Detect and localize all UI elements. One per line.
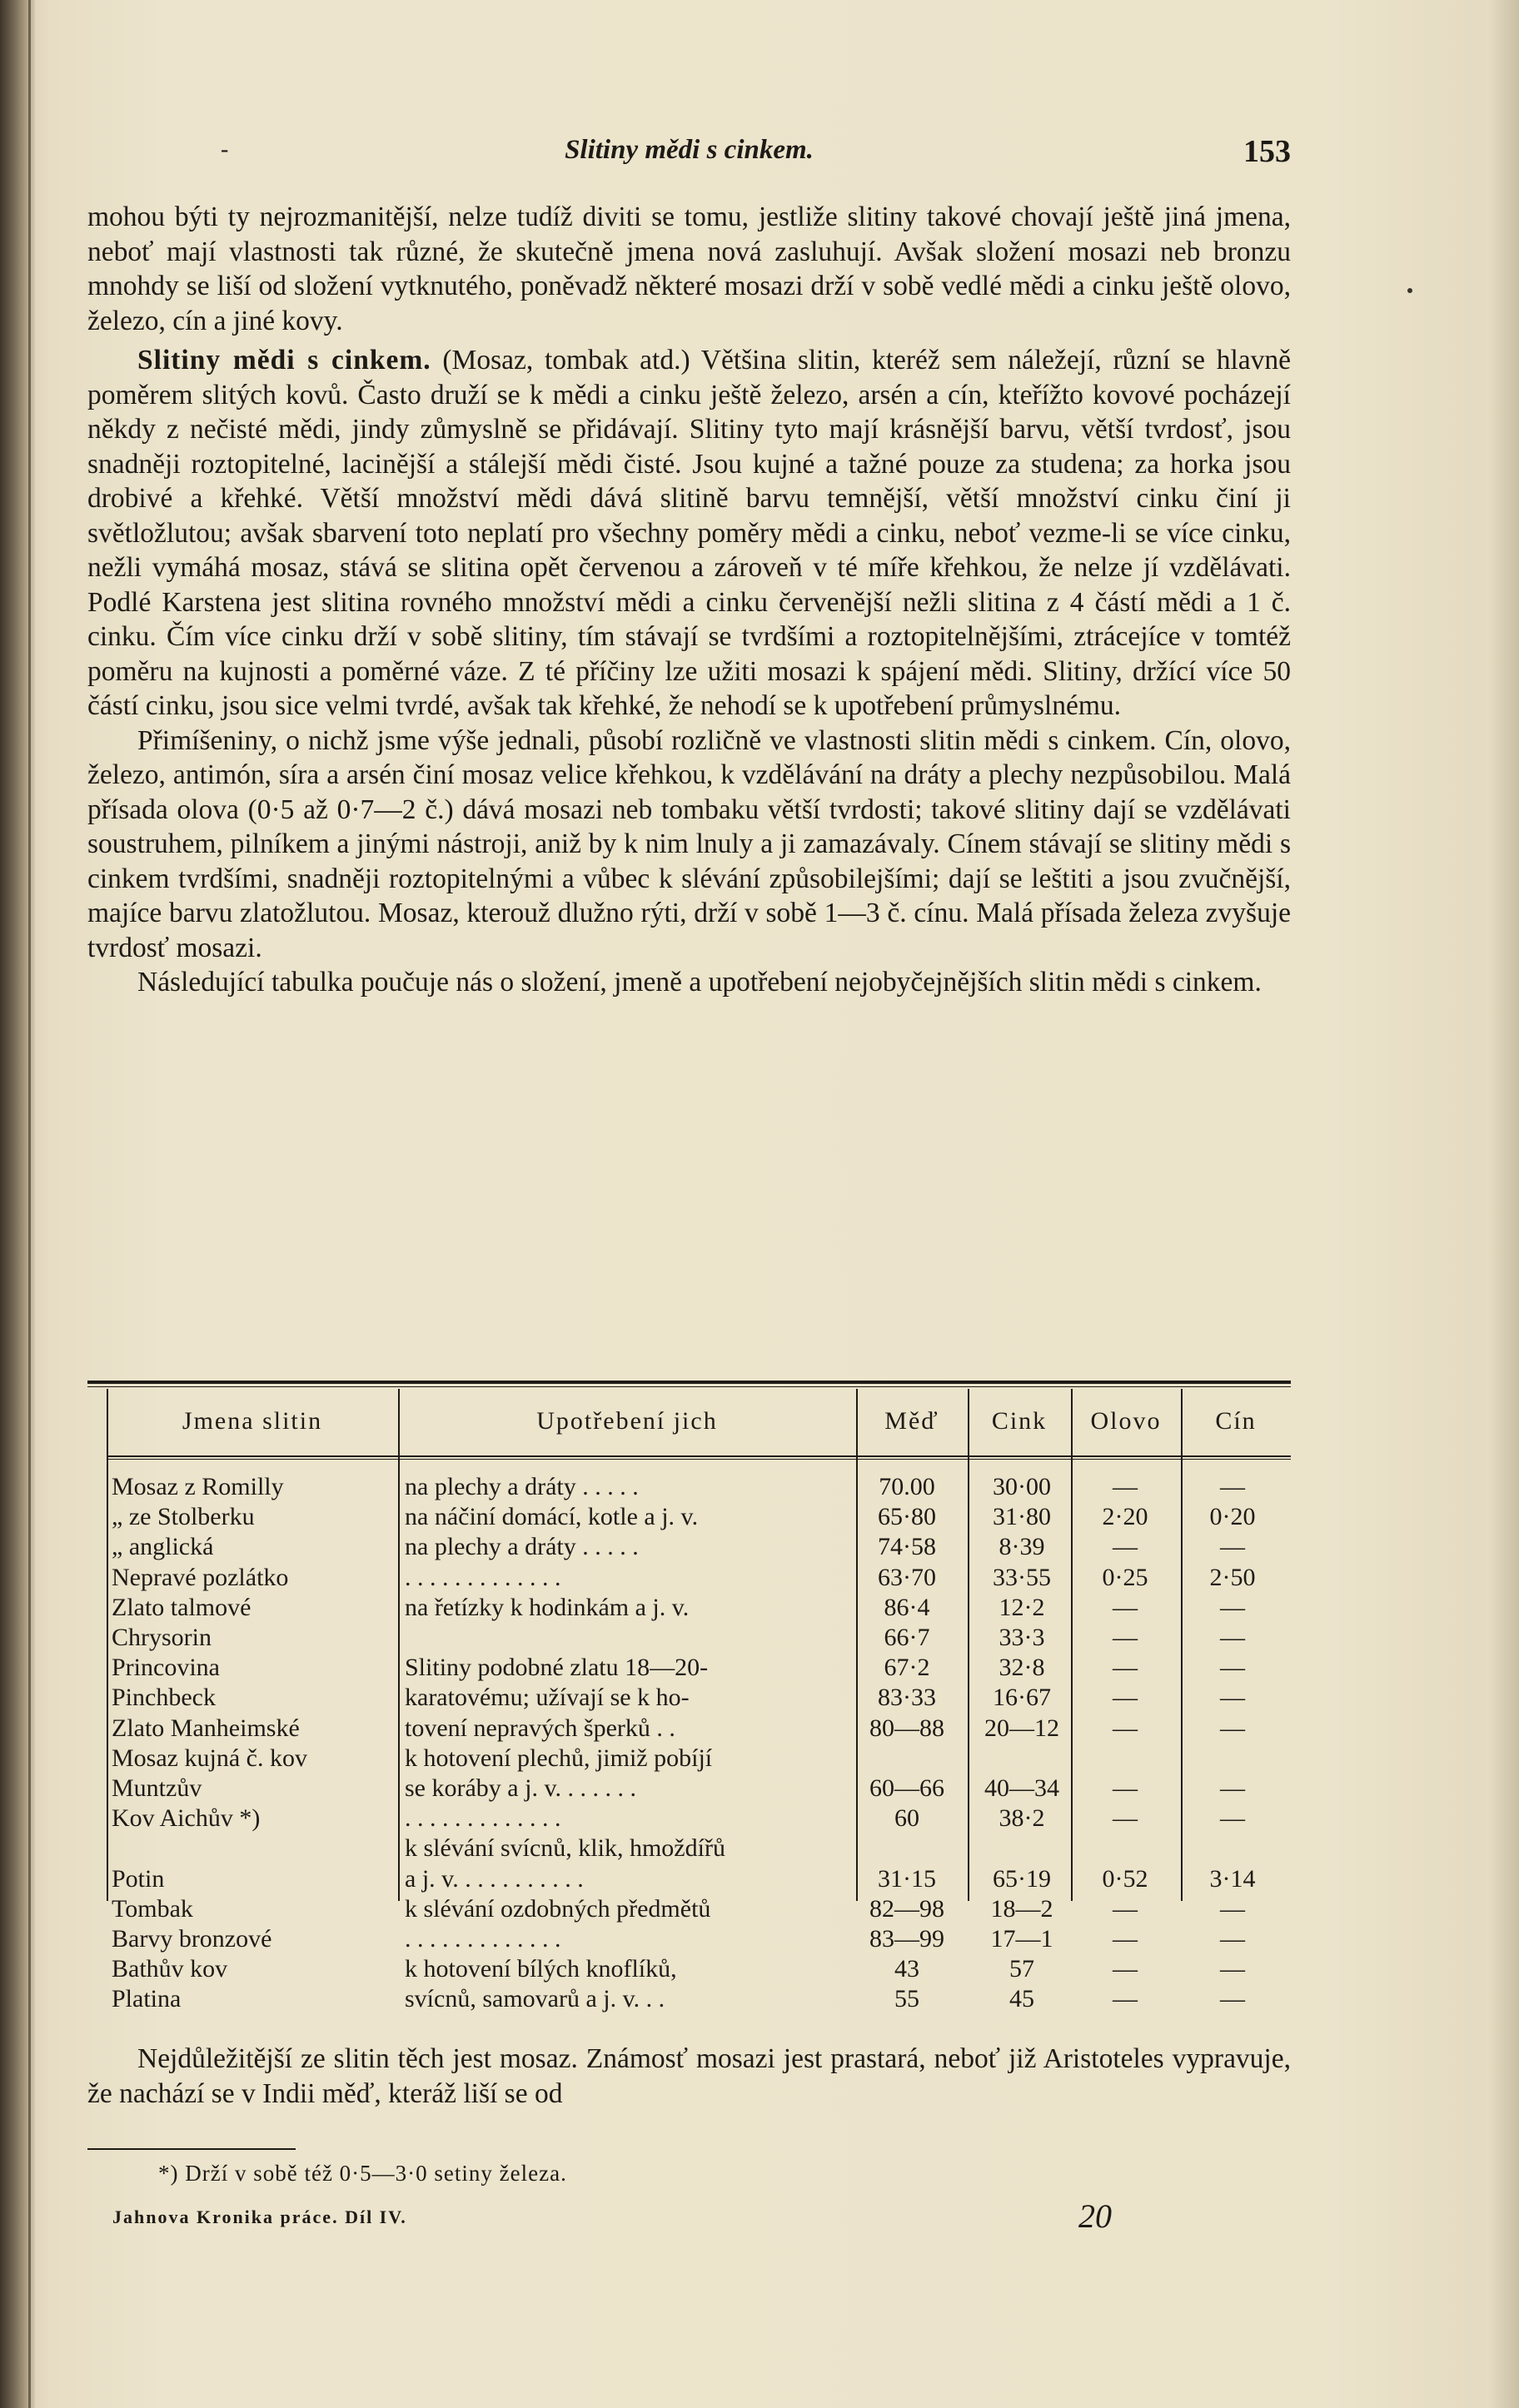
header-olovo: Olovo — [1090, 1407, 1162, 1435]
lead-value: 2·20 — [1102, 1503, 1148, 1531]
zinc-value: 45 — [1009, 1985, 1034, 2013]
bottom-text — [87, 2042, 1291, 2111]
alloy-use: . . . . . . . . . . . . . — [405, 1804, 561, 1833]
table-row — [107, 1623, 1291, 1653]
page-header — [87, 133, 1291, 175]
tin-value: 0·20 — [1209, 1503, 1256, 1531]
table-row — [107, 1714, 1291, 1744]
alloy-name: Zlato Manheimské — [112, 1714, 300, 1742]
footnote-rule — [87, 2148, 296, 2150]
alloy-name: „ anglická — [112, 1533, 214, 1561]
alloy-name: Chrysorin — [112, 1624, 212, 1651]
lead-value: — — [1113, 1955, 1138, 1983]
copper-value: 65·80 — [878, 1503, 936, 1531]
lead-value: — — [1113, 1654, 1138, 1682]
copper-value: 70.00 — [879, 1473, 935, 1500]
paragraph-additives: Přimíšeniny, o nichž jsme výše jednali, působí rozličně ve vlastnosti slitin mědi s cinkem. Cín, olovo, železo, antimón, síra a arsén činí mosaz velice křehkou, k vzdělávání na dráty a plechy nezpůsobilou. Malá přísada olova (0·5 až 0·7—2 č.) dává mosazi neb tombaku větší tvrdosti; takové slitiny dají se vzdělávati soustruhem, pilníkem a jinými nástroji, aniž by k nim lnuly a ji zamazávaly. Cínem stávají se slitiny mědi s cinkem tvrdšími, snadněji roztopitelnými a vůbec k slévání způsobilejšími; dají se leštiti a jsou zvučnější, majíce barvu zlatožlutou. Mosaz, kterouž dlužno rýti, drží v sobě 1—3 č. cínu. Malá přísada železa zvyšuje tvrdosť mosazi. — [87, 724, 1291, 963]
lead-value: — — [1113, 1714, 1138, 1742]
alloy-name: Potin — [112, 1864, 165, 1893]
section-text: (Mosaz, tombak atd.) Většina slitin, kteréž sem náležejí, různí se hlavně poměrem slitých kovů. Často druží se k mědi a cinku ještě železo, arsén a cín, kteřížto kovové pocházejí někdy z nečisté mědi, jindy zůmyslně se přidávají. Slitiny tyto mají krásnější barvu, větší tvrdosť, jsou snadněji roztopitelné, lacinější a stálejší mědi čisté. Jsou kujné a tažné pouze za studena; za horka jsou drobivé a křehké. Větší množství mědi dává slitině barvu temnější, větší množství cinku činí ji světložlutou; avšak sbarvení toto neplatí pro všechny poměry mědi a cinku, neboť vezme-li se více cinku, nežli vymáhá mosaz, stává se slitina opět červenou a zároveň v té míře křehkou, že nelze jí vzdělávati. Podlé Karstena jest slitina rovného množství mědi a cinku červenější nežli slitina z 4 částí mědi a 1 č. cinku. Čím více cinku drží v sobě slitiny, tím stávají se tvrdšími a roztopitelnějšími, ztrácejíce v tomtéž poměru na kujnosti a poměrné váze. Z té příčiny lze užiti mosazi k spájení mědi. Slitiny, držící více 50 částí cinku, jsou sice velmi tvrdé, avšak tak křehké, že nehodí se k upotřebení průmyslnému. — [87, 345, 1291, 721]
zinc-value: 65·19 — [993, 1864, 1051, 1893]
zinc-value: 33·3 — [999, 1624, 1045, 1651]
footnote: *) Drží v sobě též 0·5—3·0 setiny železa. — [158, 2161, 567, 2186]
zinc-value: 20—12 — [984, 1714, 1059, 1742]
header-med: Měď — [884, 1407, 939, 1435]
lead-value: 0·52 — [1102, 1864, 1148, 1893]
alloy-use: k slévání ozdobných předmětů — [405, 1894, 711, 1923]
lead-value: — — [1113, 1774, 1138, 1802]
paragraph-table-intro: Následující tabulka poučuje nás o složení, jmeně a upotřebení nejobyčejnějších slitin mědi s cinkem. — [137, 967, 1262, 998]
table-row — [107, 1563, 1291, 1593]
copper-value: 43 — [894, 1955, 919, 1983]
alloy-use: . . . . . . . . . . . . . — [405, 1925, 561, 1953]
header-mark: - — [221, 137, 229, 162]
copper-value: 83·33 — [878, 1684, 936, 1712]
zinc-value: 57 — [1009, 1955, 1034, 1983]
zinc-value: 38·2 — [999, 1804, 1045, 1833]
lead-value: — — [1113, 1533, 1138, 1561]
alloy-table — [107, 1389, 1291, 2013]
tin-value: — — [1220, 1533, 1245, 1561]
paragraph-opening: mohou býti ty nejrozmanitější, nelze tudíž diviti se tomu, jestliže slitiny takové chovají ještě jiná jmena, neboť mají vlastnosti tak různé, že skutečně jmena nová zasluhují. Avšak složení mosazi neb bronzu mnohdy se liší od složení vytknutého, poněvadž některé mosazi drží v sobě vedlé mědi a cinku ještě olovo, železo, cín a jiné kovy. — [87, 201, 1291, 336]
alloy-name: Muntzův — [112, 1774, 202, 1802]
table-row — [107, 1774, 1291, 1804]
page-edge — [1486, 0, 1519, 2408]
tin-value: — — [1220, 1774, 1245, 1802]
table-row — [107, 1984, 1291, 2014]
tin-value: — — [1220, 1714, 1245, 1742]
copper-value: 31·15 — [878, 1864, 936, 1893]
signature-line: Jahnova Kronika práce. Díl IV. — [112, 2207, 407, 2227]
zinc-value: 18—2 — [990, 1894, 1053, 1923]
zinc-value: 8·39 — [999, 1533, 1045, 1561]
lead-value: — — [1113, 1624, 1138, 1651]
alloy-use: na plechy a dráty . . . . . — [405, 1533, 639, 1561]
copper-value: 60—66 — [869, 1774, 944, 1802]
header-cink: Cink — [991, 1407, 1048, 1435]
paragraph-section — [87, 343, 1291, 724]
alloy-use: k slévání svícnů, klik, hmoždířů — [405, 1834, 725, 1863]
table-top-rule-thin — [87, 1386, 1291, 1387]
tin-value: — — [1220, 1684, 1245, 1712]
lead-value: — — [1113, 1684, 1138, 1712]
table-row — [107, 1833, 1291, 1863]
running-title: Slitiny mědi s cinkem. — [565, 135, 814, 165]
zinc-value: 12·2 — [999, 1593, 1045, 1621]
table-row — [107, 1472, 1291, 1502]
zinc-value: 17—1 — [990, 1925, 1053, 1953]
copper-value: 82—98 — [869, 1894, 944, 1923]
zinc-value: 30·00 — [993, 1473, 1051, 1500]
alloy-name: Nepravé pozlátko — [112, 1563, 289, 1591]
copper-value: 63·70 — [878, 1563, 936, 1591]
table-row — [107, 1532, 1291, 1562]
alloy-name: Zlato talmové — [112, 1593, 252, 1621]
alloy-use: na náčiní domácí, kotle a j. v. — [405, 1503, 699, 1531]
zinc-value: 16·67 — [993, 1684, 1051, 1712]
lead-value: — — [1113, 1593, 1138, 1621]
alloy-use: karatovému; užívají se k ho- — [405, 1684, 690, 1712]
zinc-value: 33·55 — [993, 1563, 1051, 1591]
table-row — [107, 1864, 1291, 1894]
alloy-name: Mosaz z Romilly — [112, 1473, 284, 1500]
table-row — [107, 1954, 1291, 1984]
header-cin: Cín — [1215, 1407, 1257, 1435]
tin-value: — — [1220, 1894, 1245, 1923]
lead-value: — — [1113, 1985, 1138, 2013]
table-row — [107, 1924, 1291, 1954]
tin-value: — — [1220, 1593, 1245, 1621]
table-top-rule — [87, 1381, 1291, 1384]
alloy-use: a j. v. . . . . . . . . . . — [405, 1864, 584, 1893]
copper-value: 55 — [894, 1985, 919, 2013]
alloy-use: svícnů, samovarů a j. v. . . — [405, 1985, 665, 2013]
tin-value: — — [1220, 1955, 1245, 1983]
alloy-use: na řetízky k hodinkám a j. v. — [405, 1593, 690, 1621]
copper-value: 83—99 — [869, 1925, 944, 1953]
table-row — [107, 1894, 1291, 1924]
alloy-name: Princovina — [112, 1654, 220, 1682]
lead-value: — — [1113, 1894, 1138, 1923]
ink-speck — [1407, 288, 1412, 293]
alloy-name: Kov Aichův *) — [112, 1804, 261, 1833]
copper-value: 80—88 — [869, 1714, 944, 1742]
alloy-name: Pinchbeck — [112, 1684, 216, 1712]
tin-value: — — [1220, 1473, 1245, 1500]
copper-value: 60 — [894, 1804, 919, 1833]
lead-value: — — [1113, 1473, 1138, 1500]
alloy-use: se koráby a j. v. . . . . . . — [405, 1774, 636, 1802]
copper-value: 66·7 — [884, 1624, 930, 1651]
table-row — [107, 1744, 1291, 1774]
alloy-name: Platina — [112, 1985, 182, 2013]
table-row — [107, 1653, 1291, 1683]
header-use: Upotřebení jich — [536, 1407, 718, 1435]
lead-value: — — [1113, 1804, 1138, 1833]
tin-value: 3·14 — [1209, 1864, 1256, 1893]
header-names: Jmena slitin — [182, 1407, 323, 1435]
tin-value: — — [1220, 1654, 1245, 1682]
copper-value: 86·4 — [884, 1593, 930, 1621]
alloy-use: k hotovení plechů, jimiž pobíjí — [405, 1744, 713, 1772]
table-row — [107, 1502, 1291, 1532]
alloy-name: „ ze Stolberku — [112, 1503, 255, 1531]
alloy-use: na plechy a dráty . . . . . — [405, 1473, 639, 1500]
zinc-value: 32·8 — [999, 1654, 1045, 1682]
alloy-use: tovení nepravých šperků . . — [405, 1714, 675, 1742]
tin-value: — — [1220, 1804, 1245, 1833]
alloy-use: k hotovení bílých knoflíků, — [405, 1955, 677, 1983]
alloy-use: . . . . . . . . . . . . . — [405, 1563, 561, 1591]
zinc-value: 40—34 — [984, 1774, 1059, 1802]
tin-value: — — [1220, 1624, 1245, 1651]
tin-value: — — [1220, 1985, 1245, 2013]
table-row — [107, 1593, 1291, 1623]
alloy-name: Bathův kov — [112, 1955, 228, 1983]
zinc-value: 31·80 — [993, 1503, 1051, 1531]
copper-value: 67·2 — [884, 1654, 930, 1682]
lead-value: 0·25 — [1102, 1563, 1148, 1591]
page-number: 153 — [1243, 134, 1291, 169]
body-text — [87, 200, 1291, 1000]
tin-value: — — [1220, 1925, 1245, 1953]
sheet-number: 20 — [1078, 2197, 1112, 2235]
copper-value: 74·58 — [878, 1533, 936, 1561]
table-row — [107, 1683, 1291, 1713]
binding-edge-line — [28, 0, 31, 2408]
table-row — [107, 1804, 1291, 1833]
section-heading: Slitiny mědi s cinkem. — [137, 345, 431, 376]
alloy-use: Slitiny podobné zlatu 18—20- — [405, 1654, 709, 1682]
alloy-name: Barvy bronzové — [112, 1925, 272, 1953]
alloy-name: Mosaz kujná č. kov — [112, 1744, 307, 1772]
lead-value: — — [1113, 1925, 1138, 1953]
paragraph-after-table: Nejdůležitější ze slitin těch jest mosaz. Známosť mosazi jest prastará, neboť již Aristoteles vypravuje, že nachází se v Indii měď, kteráž liší se od — [87, 2043, 1291, 2109]
tin-value: 2·50 — [1209, 1563, 1256, 1591]
alloy-name: Tombak — [112, 1894, 193, 1923]
